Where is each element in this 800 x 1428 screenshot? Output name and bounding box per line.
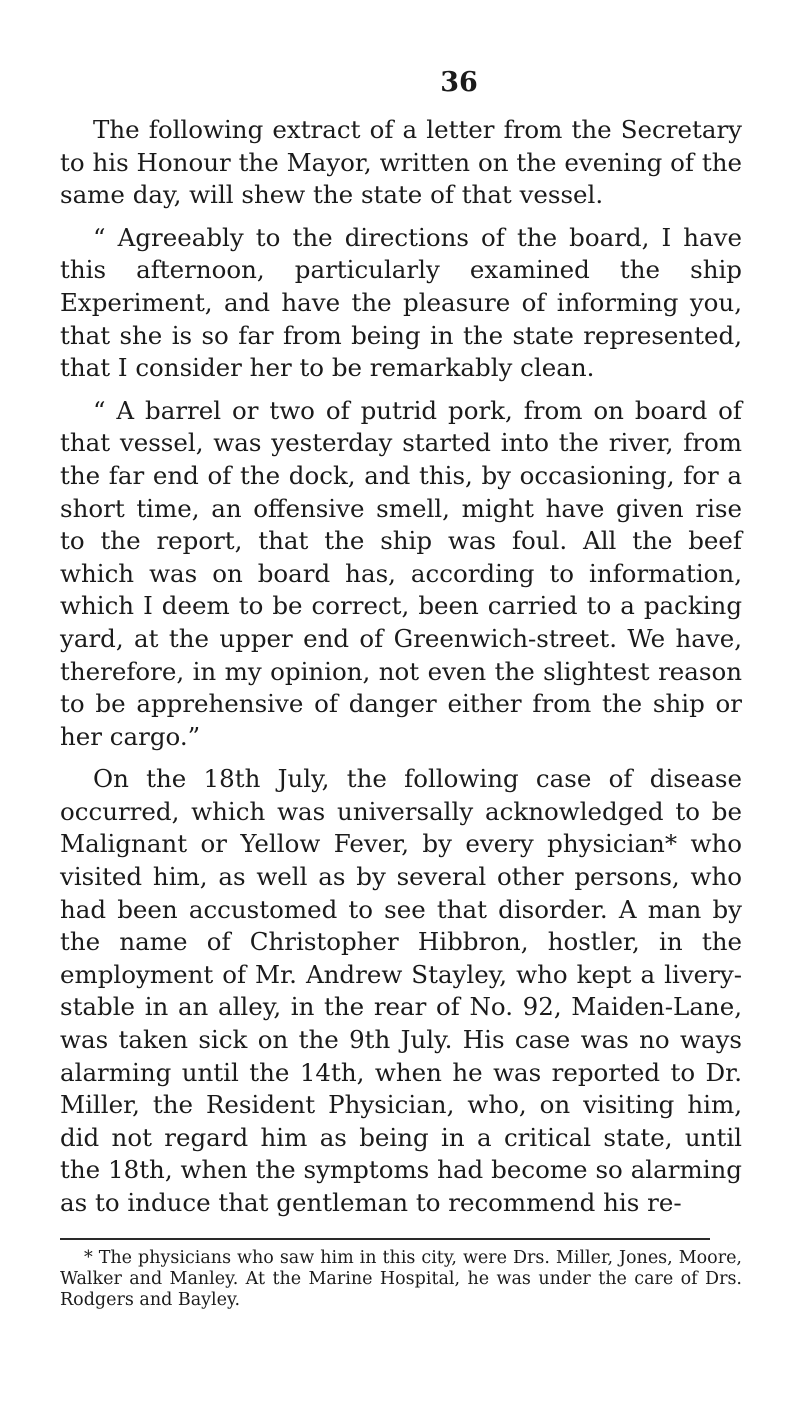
paragraph-letter-putrid-pork: “ A barrel or two of putrid pork, from on board of that vessel, was yesterday started into the river, from the far end of the dock, and this, by occasioning, for a short time, an offensive smell, might have given rise to the report, that the ship was foul. All the beef which was on board has, according to information, which I deem to be correct, been carried to a packing yard, at the upper end of Greenwich-street. We have, therefore, in my opinion, not even the slightest reason to be apprehensive of danger either from the ship or her cargo.” (60, 395, 742, 751)
page-number: 36 (440, 67, 478, 98)
paragraph-secretary-letter-intro: The following extract of a letter from the Secretary to his Honour the Mayor, written on the evening of the same day, will shew the state of that vessel. (60, 115, 742, 210)
body-text (60, 114, 742, 1220)
paragraph-hibbron-case: On the 18th July, the following case of disease occurred, which was universally acknowledged to be Malignant or Yellow Fever, by every physician* who visited him, as well as by several other persons, who had been accustomed to see that disorder. A man by the name of Christopher Hibbron, hostler, in the employment of Mr. Andrew Stayley, who kept a livery-stable in an alley, in the rear of No. 92, Maiden-Lane, was taken sick on the 9th July. His case was no ways alarming until the 14th, when he was reported to Dr. Miller, the Resident Physician, who, on visiting him, did not regard him as being in a critical state, until the 18th, when the symptoms had become so alarming as to induce that gentleman to recommend his re- (60, 764, 742, 1217)
footnote-divider (60, 1238, 710, 1240)
footnote: * The physicians who saw him in this city, were Drs. Miller, Jones, Moore, Walker and Manley. At the Marine Hospital, he was under the care of Drs. Rodgers and Bayley. (60, 1247, 742, 1310)
paragraph-letter-ship-inspection: “ Agreeably to the directions of the board, I have this afternoon, particularly examined the ship Experiment, and have the pleasure of informing you, that she is so far from being in the state represented, that I consider her to be remarkably clean. (60, 222, 742, 383)
